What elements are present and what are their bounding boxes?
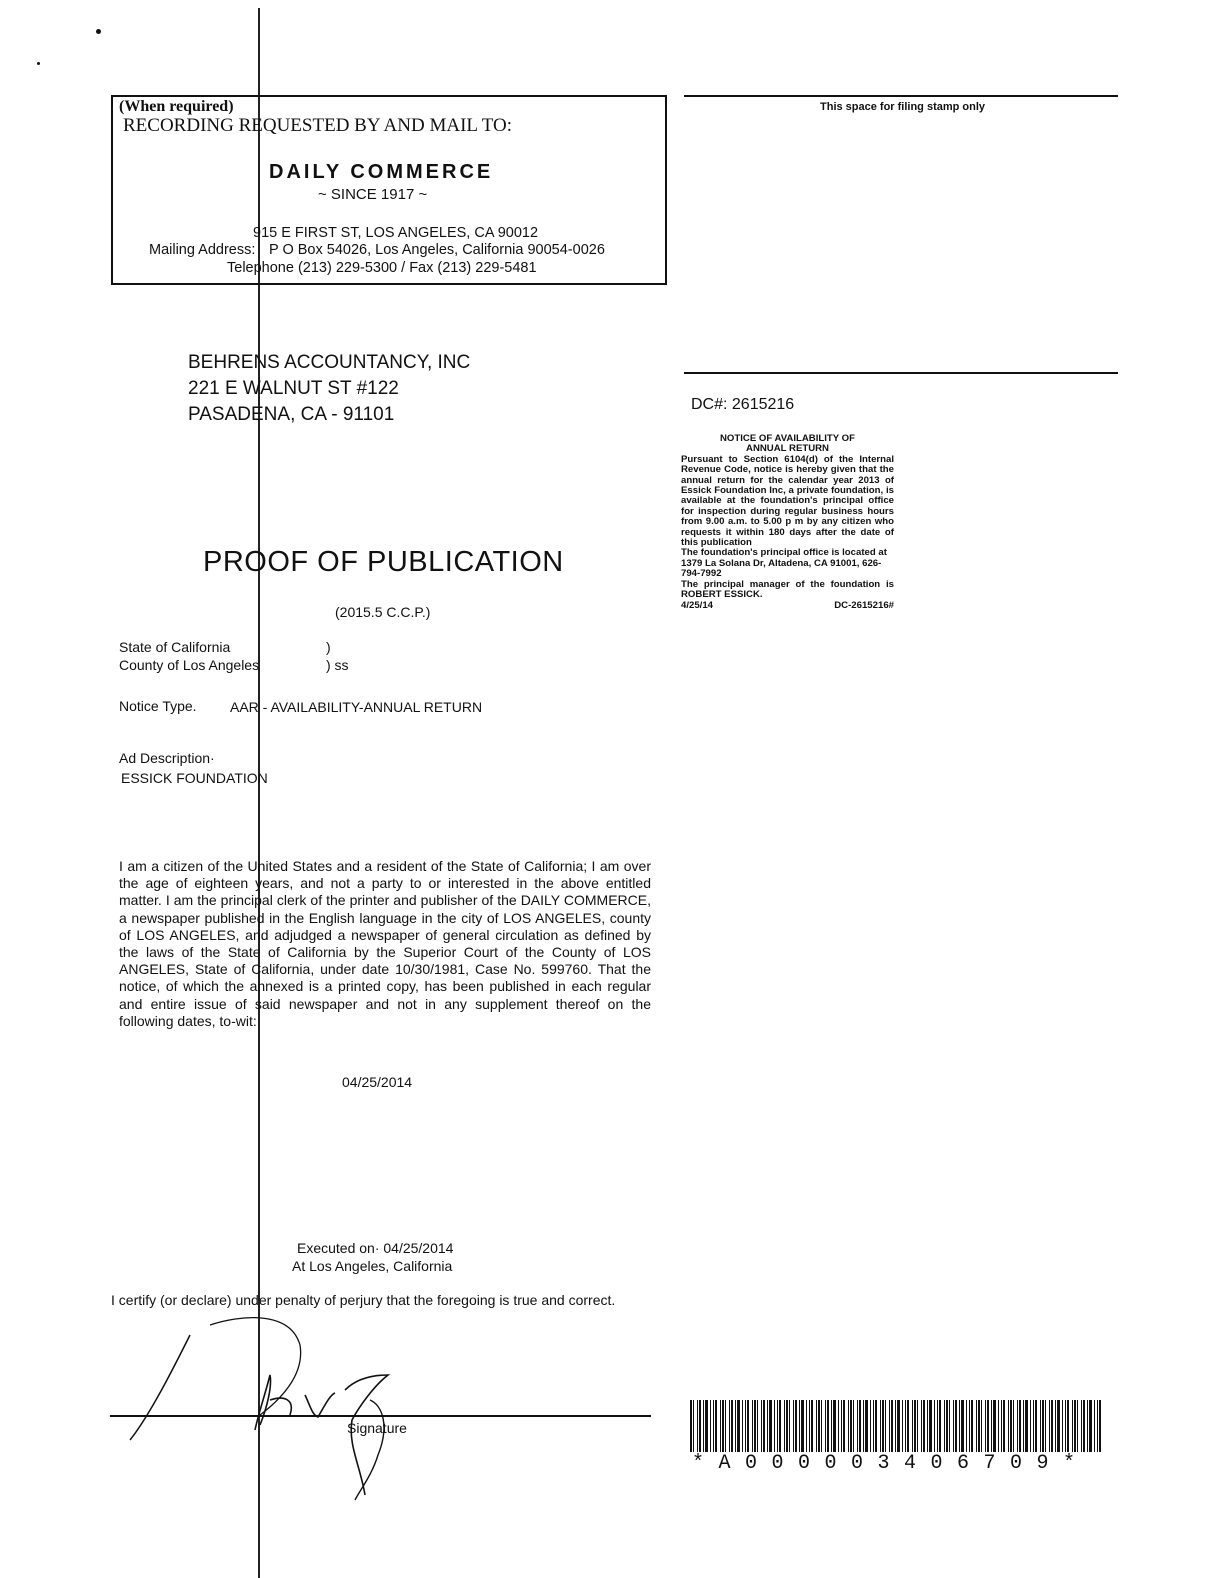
barcode-bar: [927, 1400, 928, 1452]
barcode-bar: [993, 1400, 996, 1452]
barcode-bar: [880, 1400, 881, 1452]
barcode-bar: [789, 1400, 790, 1452]
barcode-bar: [763, 1400, 765, 1452]
barcode-bar: [710, 1400, 711, 1452]
barcode-bar: [934, 1400, 935, 1452]
barcode-bar: [976, 1400, 977, 1452]
barcode-bar: [853, 1400, 854, 1452]
barcode-bar: [873, 1400, 874, 1452]
barcode-bar: [769, 1400, 772, 1452]
barcode-bar: [841, 1400, 842, 1452]
barcode-bar: [889, 1400, 890, 1452]
barcode-bar: [897, 1400, 900, 1452]
barcode-bar: [939, 1400, 941, 1452]
notice-manager: The principal manager of the foundation is ROBERT ESSICK.: [681, 578, 894, 601]
barcode-bar: [1067, 1400, 1069, 1452]
barcode-bar: [1089, 1400, 1092, 1452]
barcode-bar: [929, 1400, 932, 1452]
barcode-bar: [1042, 1400, 1044, 1452]
barcode-bar: [998, 1400, 999, 1452]
barcode-bar: [784, 1400, 785, 1452]
barcode-bar: [1033, 1400, 1034, 1452]
barcode-bar: [1051, 1400, 1053, 1452]
barcode-bar: [703, 1400, 704, 1452]
filing-stamp-label: This space for filing stamp only: [820, 101, 986, 113]
ad-description-value: ESSICK FOUNDATION: [121, 770, 268, 786]
barcode-bar: [875, 1400, 877, 1452]
barcode-bar: [1010, 1400, 1012, 1452]
publisher-name: DAILY COMMERCE: [269, 161, 494, 183]
barcode-bar: [949, 1400, 950, 1452]
barcode-bar: [747, 1400, 749, 1452]
barcode-bar: [1025, 1400, 1028, 1452]
venue-ss: ) ss: [326, 657, 349, 673]
filing-stamp-bottom-rule: [684, 372, 1118, 374]
barcode-bar: [715, 1400, 717, 1452]
barcode-bar: [833, 1400, 836, 1452]
barcode-bar: [902, 1400, 903, 1452]
recipient-address-1: 221 E WALNUT ST #122: [188, 378, 399, 399]
barcode-bar: [843, 1400, 845, 1452]
barcode-bar: [991, 1400, 992, 1452]
scan-speck: [37, 62, 40, 65]
barcode-bar: [1065, 1400, 1066, 1452]
publisher-street: 915 E FIRST ST, LOS ANGELES, CA 90012: [253, 225, 539, 241]
handwritten-signature: [120, 1305, 440, 1505]
venue-state: State of California: [119, 639, 231, 655]
barcode-bar: [857, 1400, 858, 1452]
barcode-bar: [1013, 1400, 1014, 1452]
barcode-bar: [737, 1400, 740, 1452]
barcode-bar: [1081, 1400, 1082, 1452]
mailing-address: P O Box 54026, Los Angeles, California 90054-0026: [269, 242, 605, 258]
barcode-bar: [735, 1400, 736, 1452]
barcode-bar: [891, 1400, 893, 1452]
barcode-bar: [795, 1400, 797, 1452]
barcode-bar: [821, 1400, 822, 1452]
barcode-bar: [752, 1400, 753, 1452]
barcode-bar: [848, 1400, 849, 1452]
barcode-bar: [1094, 1400, 1095, 1452]
barcode-bar: [720, 1400, 721, 1452]
notice-title: NOTICE OF AVAILABILITY OF ANNUAL RETURN: [719, 433, 856, 455]
barcode-bar: [955, 1400, 957, 1452]
barcode-bar: [801, 1400, 804, 1452]
barcode-bar: [859, 1400, 861, 1452]
barcode-bar: [953, 1400, 954, 1452]
barcode-bar: [816, 1400, 817, 1452]
mailing-address-label: Mailing Address:: [149, 242, 256, 258]
barcode-bar: [1077, 1400, 1078, 1452]
venue-paren: ): [326, 639, 331, 655]
barcode-bar: [885, 1400, 886, 1452]
published-notice: [681, 434, 894, 611]
barcode-bar: [1049, 1400, 1050, 1452]
barcode-bar: [969, 1400, 970, 1452]
barcode-bar: [690, 1400, 692, 1452]
barcode-bar: [981, 1400, 982, 1452]
barcode-bar: [754, 1400, 756, 1452]
publication-date: 04/25/2014: [342, 1074, 413, 1090]
barcode-bar: [693, 1400, 694, 1452]
barcode-bar: [1003, 1400, 1005, 1452]
barcode-bar: [966, 1400, 967, 1452]
barcode-bar: [1072, 1400, 1073, 1452]
barcode-bar: [850, 1400, 852, 1452]
recording-requested-label: RECORDING REQUESTED BY AND MAIL TO:: [123, 115, 512, 136]
barcode-bar: [961, 1400, 964, 1452]
barcode-bar: [713, 1400, 714, 1452]
barcode-bar: [731, 1400, 733, 1452]
barcode-bar: [722, 1400, 724, 1452]
barcode-bar: [1023, 1400, 1024, 1452]
barcode-bar: [985, 1400, 986, 1452]
notice-type-value: AAR - AVAILABILITY-ANNUAL RETURN: [230, 699, 483, 715]
barcode-bar: [1074, 1400, 1076, 1452]
notice-type-label: Notice Type.: [119, 698, 197, 714]
statute-reference: (2015.5 C.C.P.): [335, 604, 431, 620]
barcode-bar: [799, 1400, 800, 1452]
barcode-bar: [1035, 1400, 1037, 1452]
barcode-bar: [705, 1400, 708, 1452]
barcode-bar: [777, 1400, 778, 1452]
barcode-bar: [923, 1400, 925, 1452]
barcode-bar: [809, 1400, 810, 1452]
affidavit-text: I am a citizen of the United States and a resident of the State of California; I am over the age of eighteen years, and not a party to or interested in the above entitled matter. I am the principal clerk of the printer and publisher of the DAILY COMMERCE, a newspaper published in the English language in the city of LOS ANGELES, county of LOS ANGELES, and adjudged a newspaper of general circulation as defined by the laws of the State of California by the Superior Court of the County of LOS ANGELES, State of California, under date 10/30/1981, Case No. 599760. That the notice, of which the annexed is a printed copy, has been published in each regular and entire issue of said newspaper and not in any supplement thereof on the following dates, to-wit:: [119, 858, 651, 1029]
barcode-bar: [946, 1400, 948, 1452]
barcode-bar: [1008, 1400, 1009, 1452]
barcode-bar: [1057, 1400, 1060, 1452]
barcode-bar: [697, 1400, 698, 1452]
barcode-bar: [1017, 1400, 1018, 1452]
barcode-bar: [818, 1400, 820, 1452]
barcode-bar: [729, 1400, 730, 1452]
notice-office: The foundation's principal office is located at 1379 La Solana Dr, Altadena, CA 91001, 626-794-7992: [681, 547, 887, 580]
barcode-bar: [831, 1400, 832, 1452]
barcode-bar: [971, 1400, 973, 1452]
barcode-bar: [882, 1400, 884, 1452]
publisher-since: ~ SINCE 1917 ~: [318, 186, 428, 203]
barcode-bar: [870, 1400, 871, 1452]
barcode-bar: [914, 1400, 916, 1452]
scan-speck: [96, 29, 101, 34]
barcode-bar: [905, 1400, 906, 1452]
barcode-bar: [761, 1400, 762, 1452]
signature-label: Signature: [347, 1420, 407, 1436]
notice-date: 4/25/14: [681, 599, 714, 611]
barcode-bar: [838, 1400, 839, 1452]
executed-at: At Los Angeles, California: [292, 1258, 453, 1274]
barcode-bar: [912, 1400, 913, 1452]
barcode-bar: [1019, 1400, 1021, 1452]
certification-text: I certify (or declare) under penalty of perjury that the foregoing is true and correct.: [111, 1292, 616, 1308]
barcode-bar: [865, 1400, 868, 1452]
recording-box: [111, 95, 667, 285]
barcode: [690, 1400, 1105, 1452]
when-required-label: (When required): [119, 98, 234, 115]
barcode-bar: [827, 1400, 829, 1452]
barcode-bar: [725, 1400, 726, 1452]
barcode-bar: [895, 1400, 896, 1452]
barcode-bar: [921, 1400, 922, 1452]
barcode-bar: [1087, 1400, 1088, 1452]
barcode-bar: [742, 1400, 743, 1452]
ad-description-label: Ad Description·: [119, 750, 215, 766]
executed-on: Executed on· 04/25/2014: [297, 1240, 454, 1256]
barcode-bar: [699, 1400, 701, 1452]
notice-reference: DC-2615216#: [834, 599, 894, 611]
barcode-bar: [825, 1400, 826, 1452]
barcode-bar: [779, 1400, 781, 1452]
barcode-bar: [1055, 1400, 1056, 1452]
barcode-bar: [1045, 1400, 1046, 1452]
barcode-bar: [959, 1400, 960, 1452]
recipient-address-2: PASADENA, CA - 91101: [188, 404, 395, 425]
barcode-bar: [937, 1400, 938, 1452]
dc-number: DC#: 2615216: [691, 396, 795, 413]
barcode-bar: [987, 1400, 989, 1452]
barcode-bar: [944, 1400, 945, 1452]
barcode-bar: [767, 1400, 768, 1452]
barcode-bar: [806, 1400, 807, 1452]
barcode-bar: [811, 1400, 813, 1452]
barcode-bar: [757, 1400, 758, 1452]
barcode-bar: [1040, 1400, 1041, 1452]
page-title: PROOF OF PUBLICATION: [203, 546, 564, 578]
barcode-bar: [786, 1400, 788, 1452]
venue-county: County of Los Angeles: [119, 657, 260, 673]
barcode-bar: [917, 1400, 918, 1452]
barcode-bar: [793, 1400, 794, 1452]
barcode-bar: [1062, 1400, 1063, 1452]
filing-stamp-top-rule: [684, 95, 1118, 97]
barcode-bar: [1083, 1400, 1085, 1452]
barcode-bar: [978, 1400, 980, 1452]
barcode-bar: [1001, 1400, 1002, 1452]
barcode-bar: [1099, 1400, 1101, 1452]
barcode-bar: [1097, 1400, 1098, 1452]
barcode-bar: [745, 1400, 746, 1452]
barcode-bar: [863, 1400, 864, 1452]
barcode-bar: [774, 1400, 775, 1452]
barcode-bar: [907, 1400, 909, 1452]
barcode-text: *A000003406709*: [692, 1452, 1090, 1475]
publisher-phone: Telephone (213) 229-5300 / Fax (213) 229-5481: [227, 260, 537, 276]
barcode-bar: [1030, 1400, 1031, 1452]
notice-body: Pursuant to Section 6104(d) of the Internal Revenue Code, notice is hereby given that the annual return for the calendar year 2013 of Essick Foundation Inc, a private foundation, is available at the foundation's principal office for inspection during regular business hours from 9.00 a.m. to 5.00 p m by any citizen who requests it within 180 days after the date of this publication: [681, 453, 894, 549]
recipient-name: BEHRENS ACCOUNTANCY, INC: [188, 352, 471, 373]
